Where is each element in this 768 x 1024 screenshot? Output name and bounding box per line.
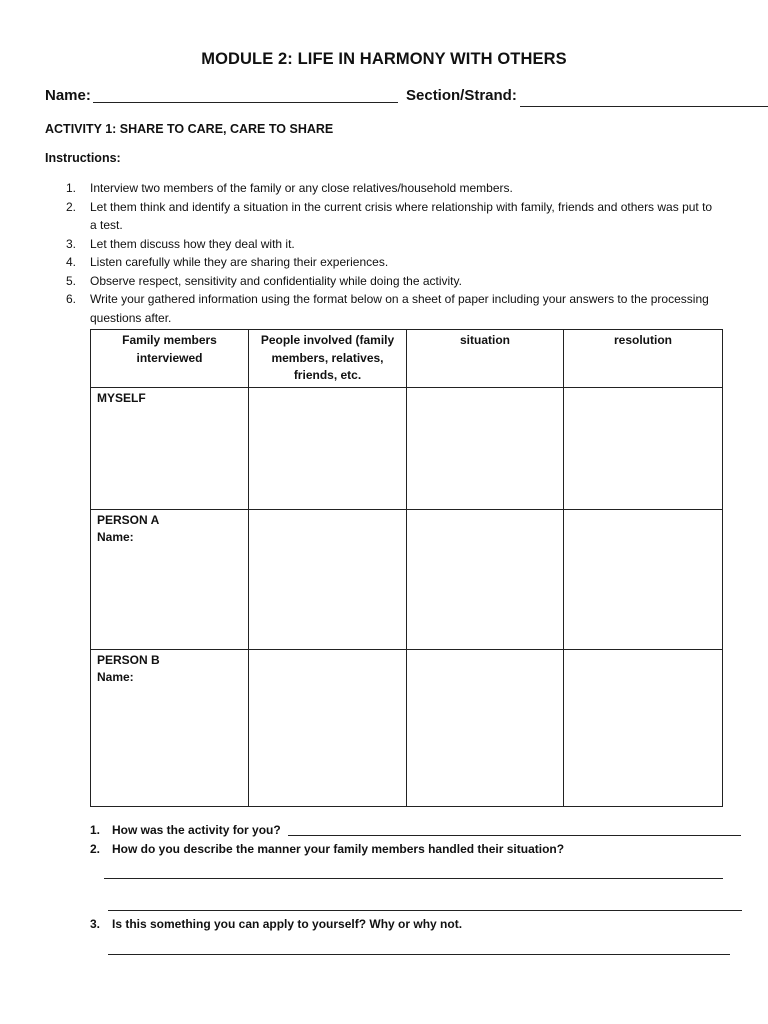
column-header: People involved (family members, relatives, friends, etc. [249, 330, 407, 388]
section-field[interactable] [520, 106, 768, 107]
table-cell[interactable] [564, 649, 723, 806]
table-cell[interactable] [249, 387, 407, 509]
row-label: PERSON B Name: [91, 649, 249, 806]
table-cell[interactable] [407, 649, 564, 806]
name-label: Name: [45, 87, 91, 104]
table-header-row [91, 330, 723, 388]
table-row [91, 509, 723, 649]
answer-line-3[interactable] [108, 954, 730, 955]
instructions-label: Instructions: [45, 151, 121, 165]
instruction-item: 1. Interview two members of the family or any close relatives/household members. [66, 181, 513, 195]
answer-line-1[interactable] [288, 835, 741, 836]
interview-table [90, 329, 723, 807]
column-header: resolution [564, 330, 723, 388]
table-cell[interactable] [564, 387, 723, 509]
question-2: 2. How do you describe the manner your family members handled their situation? [90, 842, 565, 856]
instruction-item: 4. Listen carefully while they are sharing their experiences. [66, 255, 389, 269]
table-cell[interactable] [249, 509, 407, 649]
instruction-item: 5. Observe respect, sensitivity and confidentiality while doing the activity. [66, 273, 462, 288]
answer-line-2a[interactable] [104, 878, 723, 879]
column-header: situation [407, 330, 564, 388]
instructions-list [66, 179, 716, 327]
row-label: MYSELF [91, 387, 249, 509]
table-cell[interactable] [564, 509, 723, 649]
instruction-item: 6. Write your gathered information using the format below on a sheet of paper including your answers to the processing questions after. [66, 292, 709, 325]
table-cell[interactable] [407, 509, 564, 649]
table-row [91, 649, 723, 806]
activity-title: ACTIVITY 1: SHARE TO CARE, CARE TO SHARE [45, 122, 334, 136]
answer-line-2b[interactable] [108, 910, 742, 911]
row-label: PERSON A Name: [91, 509, 249, 649]
question-3: 3. Is this something you can apply to yourself? Why or why not. [90, 917, 463, 931]
table-cell[interactable] [407, 387, 564, 509]
instruction-item: 3. Let them discuss how they deal with it. [66, 236, 295, 251]
instruction-item: 2. Let them think and identify a situation in the current crisis where relationship with family, friends and others was put to a test. [66, 199, 713, 232]
question-1: 1. How was the activity for you? [90, 823, 281, 837]
section-label: Section/Strand: [406, 87, 517, 104]
page-title: MODULE 2: LIFE IN HARMONY WITH OTHERS [201, 50, 567, 68]
table-row [91, 387, 723, 509]
table-cell[interactable] [249, 649, 407, 806]
name-field[interactable] [93, 102, 398, 103]
column-header: Family members interviewed [91, 330, 249, 388]
